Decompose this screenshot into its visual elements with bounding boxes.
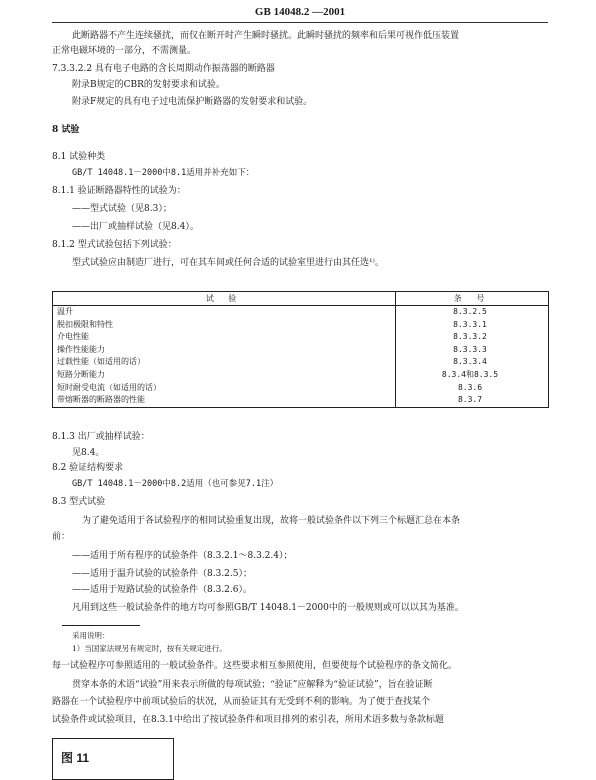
- table-cell-test: 短时耐受电流（如适用的话）: [57, 382, 161, 392]
- table-cell-test: 过载性能（如适用的话）: [57, 357, 145, 367]
- section-heading-8-1-1: 8.1.1 验证断路器特性的试验为：: [52, 186, 186, 196]
- paragraph-line: 每一试验程序可参照适用的一般试验条件。这些要求相互参照使用，但要使每个试验程序的条文简化。: [52, 661, 458, 671]
- paragraph-line: 正常电磁环境的一部分，不需测量。: [52, 46, 197, 56]
- paragraph-line: 此断路器不产生连续骚扰，而仅在断开时产生瞬时骚扰。此瞬时骚扰的频率和后果可视作低压装置: [72, 31, 460, 41]
- paragraph-line: 路器在一个试验程序中前项试验后的状况，从而验证其有无受到不利的影响。为了便于查找某个: [52, 697, 431, 707]
- list-item: ——出厂或抽样试验（见8.4）。: [72, 222, 199, 232]
- section-heading-7-3-3-2-2: 7.3.3.2.2 具有电子电路的含长周期动作振荡器的断路器: [52, 64, 275, 74]
- list-item: ——适用于所有程序的试验条件（8.3.2.1～8.3.2.4）；: [72, 551, 293, 561]
- section-heading-8-3: 8.3 型式试验: [52, 497, 106, 507]
- tests-table: [52, 291, 549, 408]
- paragraph-line: GB/T 14048.1－2000中8.1适用并补充如下：: [72, 168, 255, 178]
- table-cell-test: 操作性能能力: [57, 344, 105, 354]
- table-cell-test: 短路分断能力: [57, 369, 105, 379]
- paragraph-line: GB/T 14048.1－2000中8.2适用（也可参见7.1注）: [72, 479, 279, 489]
- list-item: ——型式试验（见8.3）；: [72, 204, 172, 214]
- footnote-rule: [62, 625, 140, 626]
- table-header-row: [53, 292, 549, 306]
- section-heading-8-2: 8.2 验证结构要求: [52, 463, 124, 473]
- table-row: [53, 319, 549, 332]
- section-heading-8: 8 试验: [52, 125, 80, 135]
- table-cell-clause: 8.3.3.3: [396, 344, 549, 357]
- table-row: [53, 306, 549, 319]
- footnote-title: 采用说明：: [72, 631, 110, 640]
- table-row: [53, 382, 549, 395]
- footnote-text: 1）当国家法规另有规定时，按有关规定进行。: [72, 644, 227, 653]
- list-item: ——适用于短路试验的试验条件（8.3.2.6）。: [72, 585, 252, 595]
- table-cell-clause: 8.3.3.2: [396, 331, 549, 344]
- table-cell-clause: 8.3.7: [396, 394, 549, 407]
- header-rule: [52, 22, 548, 23]
- table-header-clause: 条 号: [396, 292, 549, 306]
- table-row: [53, 331, 549, 344]
- paragraph-line: 附录B规定的CBR的发射要求和试验。: [72, 80, 225, 90]
- table-cell-clause: 8.3.4和8.3.5: [396, 369, 549, 382]
- table-row: [53, 369, 549, 382]
- table-cell-clause: 8.3.2.5: [396, 306, 549, 319]
- paragraph-line: 附录F规定的具有电子过电流保护断路器的发射要求和试验。: [72, 97, 313, 107]
- section-heading-8-1: 8.1 试验种类: [52, 152, 106, 162]
- page-header-standard-number: GB 14048.2 —2001: [254, 6, 346, 18]
- paragraph-line: 型式试验应由制造厂进行，可在其车间或任何合适的试验室里进行由其任选¹⁾。: [72, 258, 384, 268]
- table-header-test: 试 验: [53, 292, 396, 306]
- table-row: [53, 356, 549, 369]
- table-cell-test: 介电性能: [57, 332, 89, 342]
- section-heading-8-1-2: 8.1.2 型式试验包括下列试验：: [52, 240, 177, 250]
- figure-label: 图 11: [61, 751, 90, 765]
- table-cell-clause: 8.3.6: [396, 382, 549, 395]
- table-row: [53, 394, 549, 407]
- table-cell-clause: 8.3.3.4: [396, 356, 549, 369]
- paragraph-line: 凡用到这些一般试验条件的地方均可参照GB/T 14048.1－2000中的一般规则或可以以其为基准。: [72, 603, 464, 613]
- table-cell-test: 脱扣极限和特性: [57, 319, 113, 329]
- section-heading-8-1-3: 8.1.3 出厂或抽样试验：: [52, 432, 150, 442]
- paragraph-line: 前：: [52, 532, 71, 542]
- paragraph-line: 贯穿本条的术语“试验”用来表示所做的每项试验；“验证”应解释为“验证试验”，旨在验证断: [72, 680, 433, 690]
- table-cell-test: 带熔断器的断路器的性能: [57, 395, 145, 405]
- table-cell-test: 温升: [57, 307, 73, 316]
- list-item: ——适用于温升试验的试验条件（8.3.2.5）；: [72, 569, 252, 579]
- paragraph-line: 见8.4。: [72, 448, 105, 458]
- table-row: [53, 344, 549, 357]
- table-cell-clause: 8.3.3.1: [396, 319, 549, 332]
- paragraph-line: 试验条件或试验项目，在8.3.1中给出了按试验条件和项目排列的索引表，所用术语多数与条款标题: [52, 715, 444, 725]
- paragraph-line: 为了避免适用于各试验程序的相同试验重复出现，故将一般试验条件以下列三个标题汇总在本条: [82, 516, 461, 526]
